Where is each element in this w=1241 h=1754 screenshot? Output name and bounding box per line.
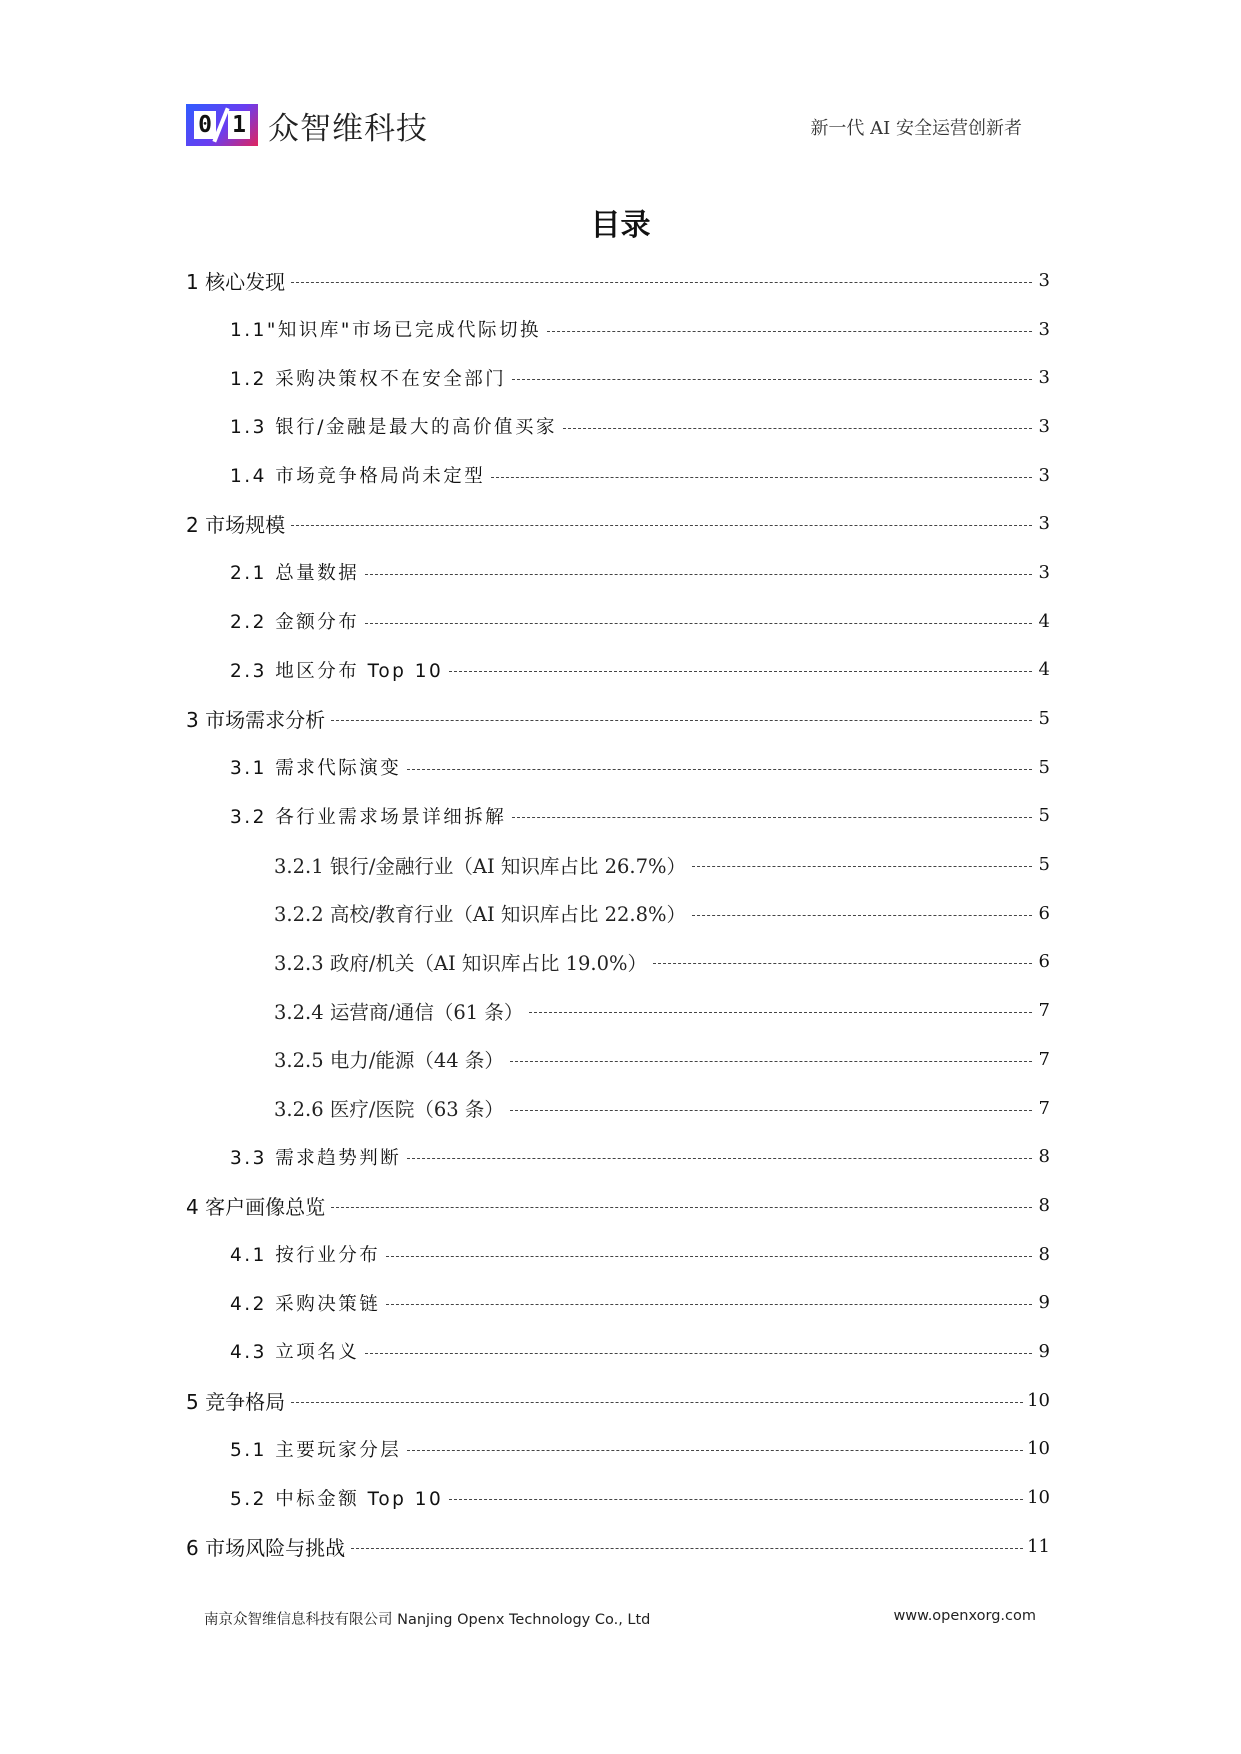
toc-entry-page: 8 [1038, 1146, 1050, 1168]
toc-entry-page: 3 [1038, 513, 1050, 535]
page-header [186, 104, 1022, 146]
toc-entry[interactable] [186, 1522, 1050, 1571]
toc-dot-leader [365, 623, 1032, 624]
toc-entry-label: 4.3 立项名义 [230, 1342, 360, 1364]
toc-entry[interactable] [186, 986, 1050, 1035]
toc-entry-page: 3 [1038, 318, 1050, 340]
toc-entry[interactable] [186, 1132, 1050, 1181]
toc-entry-page: 3 [1038, 367, 1050, 389]
toc-entry[interactable] [186, 305, 1050, 354]
toc-entry-page: 9 [1038, 1292, 1050, 1314]
toc-dot-leader [331, 720, 1032, 721]
toc-entry-page: 10 [1027, 1389, 1050, 1411]
toc-entry[interactable] [186, 694, 1050, 743]
toc-entry-label: 5.1 主要玩家分层 [230, 1439, 402, 1461]
toc-entry-label: 3.2.5 电力/能源（44 条） [274, 1049, 504, 1073]
toc-entry-page: 3 [1038, 561, 1050, 583]
toc-entry-page: 8 [1038, 1194, 1050, 1216]
toc-entry[interactable] [186, 792, 1050, 841]
toc-dot-leader [386, 1256, 1032, 1257]
toc-dot-leader [692, 915, 1032, 916]
toc-dot-leader [365, 574, 1032, 575]
toc-dot-leader [291, 525, 1032, 526]
toc-entry-label: 4.2 采购决策链 [230, 1293, 381, 1315]
toc-entry[interactable] [186, 646, 1050, 695]
toc-entry-label: 3.2.1 银行/金融行业（AI 知识库占比 26.7%） [274, 854, 687, 878]
toc-entry-label: 1.4 市场竞争格局尚未定型 [230, 466, 486, 488]
toc-entry-label: 5 竞争格局 [186, 1389, 286, 1414]
toc-entry[interactable] [186, 451, 1050, 500]
toc-entry-page: 3 [1038, 269, 1050, 291]
toc-entry-page: 7 [1038, 1000, 1050, 1022]
toc-dot-leader [512, 817, 1032, 818]
toc-entry-label: 3 市场需求分析 [186, 708, 326, 733]
toc-entry[interactable] [186, 1425, 1050, 1474]
toc-entry-page: 9 [1038, 1340, 1050, 1362]
toc-dot-leader [407, 769, 1032, 770]
toc-entry[interactable] [186, 1084, 1050, 1133]
toc-entry-label: 2.3 地区分布 Top 10 [230, 660, 444, 682]
toc-entry[interactable] [186, 1035, 1050, 1084]
toc-entry-page: 11 [1027, 1535, 1050, 1557]
toc-entry-label: 4.1 按行业分布 [230, 1245, 381, 1267]
toc-dot-leader [351, 1548, 1023, 1549]
toc-entry[interactable] [186, 1230, 1050, 1279]
toc-dot-leader [386, 1304, 1032, 1305]
toc-entry-label: 1.2 采购决策权不在安全部门 [230, 368, 507, 390]
toc-dot-leader [491, 477, 1032, 478]
toc-entry[interactable] [186, 256, 1050, 305]
toc-entry-label: 3.2.4 运营商/通信（61 条） [274, 1000, 524, 1024]
toc-entry[interactable] [186, 1181, 1050, 1230]
toc-entry-page: 3 [1038, 415, 1050, 437]
toc-entry[interactable] [186, 1473, 1050, 1522]
toc-entry-label: 3.3 需求趋势判断 [230, 1147, 402, 1169]
toc-dot-leader [291, 282, 1032, 283]
toc-dot-leader [291, 1402, 1023, 1403]
toc-entry-page: 5 [1038, 756, 1050, 778]
toc-entry[interactable] [186, 499, 1050, 548]
toc-dot-leader [407, 1450, 1023, 1451]
toc-entry[interactable] [186, 597, 1050, 646]
toc-entry-label: 1 核心发现 [186, 269, 286, 294]
toc-entry-page: 10 [1027, 1438, 1050, 1460]
toc-dot-leader [529, 1012, 1032, 1013]
toc-entry[interactable] [186, 548, 1050, 597]
toc-entry[interactable] [186, 938, 1050, 987]
toc-dot-leader [449, 1499, 1023, 1500]
toc-entry-label: 1.3 银行/金融是最大的高价值买家 [230, 417, 558, 439]
toc-entry-label: 3.2.2 高校/教育行业（AI 知识库占比 22.8%） [274, 903, 687, 927]
logo-mark [186, 104, 258, 146]
header-tagline: 新一代 AI 安全运营创新者 [810, 118, 1022, 139]
toc-dot-leader [407, 1158, 1032, 1159]
toc-entry-label: 6 市场风险与挑战 [186, 1535, 346, 1560]
toc-entry[interactable] [186, 1376, 1050, 1425]
toc-entry-label: 2 市场规模 [186, 513, 286, 538]
toc-entry-label: 3.1 需求代际演变 [230, 758, 402, 780]
company-logo [186, 104, 428, 146]
toc-entry-page: 3 [1038, 464, 1050, 486]
toc-entry-page: 5 [1038, 708, 1050, 730]
toc-dot-leader [512, 379, 1032, 380]
toc-entry[interactable] [186, 1327, 1050, 1376]
toc-entry[interactable] [186, 840, 1050, 889]
toc-entry-page: 8 [1038, 1243, 1050, 1265]
footer-website: www.openxorg.com [893, 1608, 1036, 1624]
toc-entry-page: 5 [1038, 854, 1050, 876]
toc-entry[interactable] [186, 889, 1050, 938]
toc-dot-leader [510, 1110, 1032, 1111]
toc-entry[interactable] [186, 402, 1050, 451]
page-footer [204, 1608, 1036, 1632]
toc-entry-page: 10 [1027, 1487, 1050, 1509]
toc-dot-leader [331, 1207, 1032, 1208]
toc-entry-page: 7 [1038, 1048, 1050, 1070]
toc-entry-page: 6 [1038, 951, 1050, 973]
toc-dot-leader [510, 1061, 1032, 1062]
toc-dot-leader [563, 428, 1032, 429]
toc-dot-leader [547, 331, 1032, 332]
page-title: 目录 [590, 208, 651, 243]
toc-entry-label: 2.1 总量数据 [230, 563, 360, 585]
logo-digit-zero: 0 [194, 111, 216, 139]
toc-entry[interactable] [186, 743, 1050, 792]
toc-entry-page: 7 [1038, 1097, 1050, 1119]
table-of-contents [186, 256, 1050, 1571]
toc-entry[interactable] [186, 353, 1050, 402]
toc-entry-page: 4 [1038, 610, 1050, 632]
toc-dot-leader [449, 671, 1032, 672]
logo-digit-one: 1 [228, 111, 250, 139]
toc-entry-label: 5.2 中标金额 Top 10 [230, 1488, 444, 1510]
toc-entry-label: 3.2 各行业需求场景详细拆解 [230, 806, 507, 828]
footer-company: 南京众智维信息科技有限公司 Nanjing Openx Technology Co., Ltd [204, 1612, 651, 1628]
toc-entry[interactable] [186, 1278, 1050, 1327]
company-name: 众智维科技 [268, 110, 428, 147]
toc-entry-page: 6 [1038, 902, 1050, 924]
toc-entry-label: 2.2 金额分布 [230, 612, 360, 634]
toc-entry-page: 5 [1038, 805, 1050, 827]
toc-entry-label: 3.2.3 政府/机关（AI 知识库占比 19.0%） [274, 951, 648, 975]
toc-dot-leader [365, 1353, 1032, 1354]
toc-entry-label: 1.1"知识库"市场已完成代际切换 [230, 320, 541, 342]
toc-entry-label: 3.2.6 医疗/医院（63 条） [274, 1098, 504, 1122]
toc-entry-page: 4 [1038, 659, 1050, 681]
toc-dot-leader [653, 963, 1032, 964]
toc-dot-leader [692, 866, 1032, 867]
toc-entry-label: 4 客户画像总览 [186, 1194, 326, 1219]
